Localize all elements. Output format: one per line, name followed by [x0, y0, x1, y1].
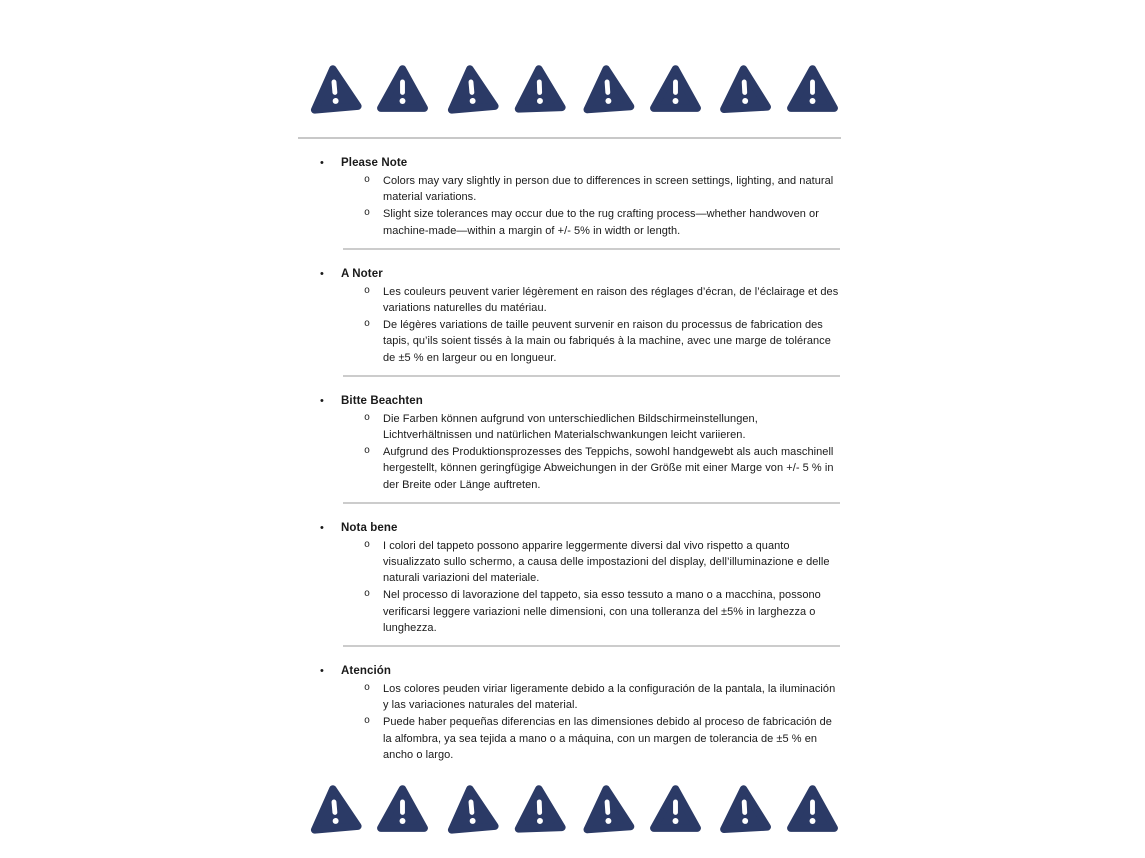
- warning-triangle-icon: [786, 782, 839, 834]
- section-title: A Noter: [341, 267, 383, 280]
- sub-bullet-text: De légères variations de taille peuvent survenir en raison du processus de fabrication des tapis, qu’ils soient tissés à la main ou fabriqués à la machine, avec une marge de tolérance de ±5 % en largeur ou en longueur.: [383, 319, 831, 364]
- sub-bullet-text: I colori del tappeto possono apparire leggermente diversi dal vivo rispetto a quanto visualizzato sullo schermo, a causa delle impostazioni del display, dell’illuminazione e delle naturali variazioni del materiale.: [383, 539, 830, 585]
- warning-triangle-icon: [579, 60, 635, 116]
- sub-bullet-text: Nel processo di lavorazione del tappeto, sia esso tessuto a mano o a macchina, possono verificarsi leggere variazioni nelle dimensioni, con una tolleranza del ±5% in larghezza o lunghezza.: [383, 589, 821, 634]
- sub-bullet-text: Slight size tolerances may occur due to the rug crafting process—whether handwoven or machine-made—within a margin of +/- 5% in width or length.: [383, 208, 819, 237]
- sub-bullet-text: Colors may vary slightly in person due to differences in screen settings, lighting, and natural material variations.: [383, 175, 834, 204]
- section-divider: [343, 248, 840, 250]
- sub-bullet: [298, 411, 843, 443]
- section-title: Please Note: [341, 157, 408, 169]
- warning-triangle-icon: [649, 782, 702, 834]
- section-a-noter: [298, 267, 843, 377]
- warning-triangle-icon: [786, 62, 839, 114]
- bullet-marker: •: [320, 157, 324, 169]
- warning-triangle-icon: [306, 60, 363, 116]
- section-heading-row: [298, 267, 843, 282]
- section-heading-row: [298, 394, 843, 409]
- sub-bullet: [298, 714, 843, 763]
- sub-bullet-marker: o: [364, 175, 371, 186]
- warning-triangle-icon: [376, 62, 429, 114]
- sub-bullet-marker: o: [364, 446, 371, 458]
- sub-bullet: [298, 444, 843, 493]
- warning-triangle-icon: [306, 780, 363, 836]
- warning-triangle-icon: [442, 60, 499, 116]
- sub-bullet: [298, 317, 843, 366]
- warning-triangle-icon: [376, 782, 429, 834]
- sub-bullet-marker: o: [364, 539, 371, 551]
- sub-bullet: [298, 538, 843, 587]
- section-title: Nota bene: [341, 521, 398, 534]
- section-title: Atención: [341, 665, 391, 678]
- warning-triangle-icon: [716, 61, 772, 116]
- warning-triangles-bottom-row: [298, 782, 843, 834]
- warning-triangle-icon: [579, 780, 635, 836]
- sub-bullet: [298, 284, 843, 316]
- sub-bullet-marker: o: [364, 285, 371, 297]
- warning-triangle-icon: [716, 781, 772, 836]
- sub-bullet-marker: o: [364, 683, 371, 695]
- warning-triangle-icon: [649, 62, 702, 114]
- section-please-note: [298, 156, 843, 250]
- sub-bullet: [298, 173, 843, 205]
- section-divider: [343, 375, 840, 377]
- section-heading-row: [298, 521, 843, 536]
- sub-bullet-marker: o: [364, 412, 371, 424]
- sub-bullet-text: Aufgrund des Produktionsprozesses des Teppichs, sowohl handgewebt als auch maschinell hergestellt, können geringfügige Abweichungen in der Größe mit einer Marge von +/- 5 % in der Breite oder Länge auftreten.: [383, 446, 834, 491]
- sub-bullet: [298, 587, 843, 636]
- sub-bullet-text: Puede haber pequeñas diferencias en las dimensiones debido al proceso de fabricación de la alfombra, ya sea tejida a mano o a máquina, con un margen de tolerancia de ±5 % en ancho o largo.: [383, 716, 832, 761]
- section-nota-bene: [298, 521, 843, 647]
- warning-triangle-icon: [512, 61, 567, 115]
- sub-bullet-text: Los colores peuden viriar ligeramente debido a la configuración de la pantala, la iluminación y las variaciones naturales del material.: [383, 683, 836, 712]
- section-heading-row: [298, 664, 843, 679]
- sub-bullet: [298, 206, 843, 238]
- warning-triangle-icon: [442, 780, 499, 836]
- warning-triangle-icon: [512, 781, 567, 835]
- bullet-marker: •: [320, 665, 324, 678]
- document-content: [298, 62, 843, 834]
- top-divider: [298, 137, 841, 139]
- sub-bullet: [298, 681, 843, 713]
- section-divider: [343, 645, 840, 647]
- sub-bullet-marker: o: [364, 319, 371, 331]
- bullet-marker: •: [320, 521, 324, 534]
- section-heading-row: [298, 156, 843, 171]
- sub-bullet-marker: o: [364, 716, 371, 728]
- section-divider: [343, 502, 840, 504]
- sub-bullet-text: Les couleurs peuvent varier légèrement en raison des réglages d’écran, de l’éclairage et des variations naturelles du matériau.: [383, 285, 839, 315]
- sub-bullet-text: Die Farben können aufgrund von unterschiedlichen Bildschirmeinstellungen, Lichtverhältnissen und natürlichen Materialschwankungen leicht variieren.: [383, 412, 758, 442]
- warning-triangles-top-row: [298, 62, 843, 114]
- bullet-marker: •: [320, 267, 324, 280]
- section-title: Bitte Beachten: [341, 394, 423, 407]
- sub-bullet-marker: o: [364, 589, 371, 601]
- sub-bullet-marker: o: [364, 208, 371, 220]
- bullet-marker: •: [320, 394, 324, 407]
- section-bitte-beachten: [298, 394, 843, 504]
- section-atencion: [298, 664, 843, 763]
